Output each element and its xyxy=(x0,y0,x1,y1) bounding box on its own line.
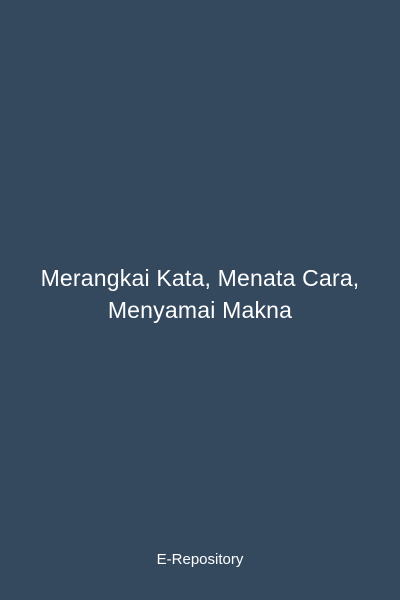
cover-title xyxy=(24,262,376,326)
cover-title-line-2: Menyamai Makna xyxy=(107,297,293,323)
repository-label: E-Repository xyxy=(156,551,244,568)
cover-title-line-1: Merangkai Kata, Menata Cara, xyxy=(40,265,360,291)
